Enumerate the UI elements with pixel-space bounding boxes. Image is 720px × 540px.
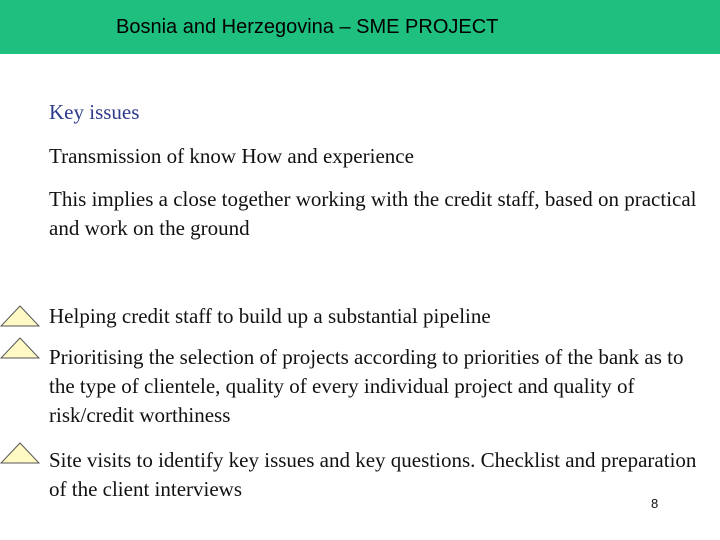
- title-bar: [0, 0, 720, 54]
- triangle-bullet-icon: [0, 442, 40, 464]
- slide-title: Bosnia and Herzegovina – SME PROJECT: [116, 16, 499, 38]
- triangle-bullet-icon: [0, 305, 40, 327]
- section-heading: Key issues: [49, 100, 140, 124]
- bullet-item: Helping credit staff to build up a substantial pipeline: [49, 304, 491, 328]
- triangle-bullet-icon: [0, 337, 40, 359]
- bullet-item: Site visits to identify key issues and key questions. Checklist and preparation of the client interviews: [49, 448, 697, 501]
- page-number: 8: [651, 496, 659, 511]
- bullet-item: Prioritising the selection of projects according to priorities of the bank as to the type of clientele, quality of every individual project and quality of risk/credit worthiness: [49, 345, 684, 427]
- explanation-paragraph: This implies a close together working with the credit staff, based on practical and work on the ground: [49, 187, 697, 240]
- intro-paragraph: Transmission of know How and experience: [49, 144, 414, 168]
